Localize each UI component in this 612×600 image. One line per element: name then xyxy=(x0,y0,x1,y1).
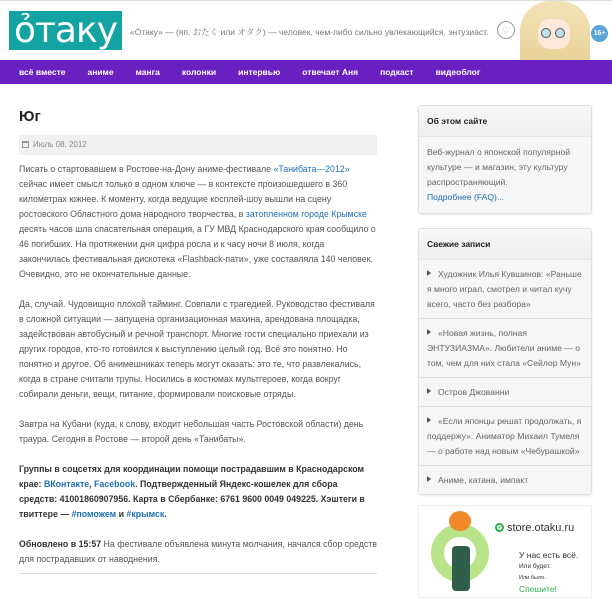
store-url xyxy=(495,522,574,534)
ad-line: Или было. xyxy=(519,575,546,581)
text: сейчас имеет смысл только в одном ключе — в контексте произошедшего в 360 километрах южнее. К моменту, когда ведущие косплей-шоу вышли на сцену ростовского Областного дома народного творчества, в xyxy=(19,179,348,219)
hashtag-link[interactable]: #поможем xyxy=(71,509,117,519)
update-label: Обновлено в 15:57 xyxy=(19,539,102,549)
site-header xyxy=(0,0,612,60)
about-text: Веб-журнал о японской популярной культуре — и магазин, эту культуру распространяющий. xyxy=(427,147,571,187)
post-link[interactable]: Аниме, катана, импакт xyxy=(438,475,529,485)
character-image xyxy=(449,511,471,531)
recent-post-item[interactable] xyxy=(419,466,591,494)
paragraph-3: Завтра на Кубани (куда, к слову, входит небольшая часть Ростовской области) день траура. Сегодня в Ростове — второй день «Танибаты». xyxy=(19,419,364,444)
store-banner[interactable] xyxy=(418,505,592,598)
nav-videoblog[interactable]: видеоблог xyxy=(435,67,481,77)
mascot-image xyxy=(520,1,590,61)
krymsk-link[interactable]: затопленном городе Крымске xyxy=(245,209,367,219)
post-link[interactable]: Художник Илья Кувшинов: «Раньше я много играл, смотрел и читал кучу всего, часто без разбора» xyxy=(427,269,582,309)
about-widget xyxy=(418,105,592,214)
nav-podcast[interactable]: подкаст xyxy=(380,67,414,77)
divider xyxy=(19,573,377,574)
calendar-icon xyxy=(22,141,29,148)
paragraph-2: Да, случай. Чудовищно плохой тайминг. Совпали с трагедией. Руководство фестиваля в сложной ситуации — запущена организационная махина, арендована площадка, задействован автобусный и речной транспорт. Многие гости специально приехали из других городов, кто-то готовился к выступлению целый год. Всё это понятно. Но понятно и другое. Об анимешниках теперь могут сказать: это те, что развлекались, когда в стране считали трупы. Носились в костюмах мультгероев, когда вокруг собирали деньги, вещи, питание, формировали поисковые отряды. xyxy=(19,299,375,399)
paragraph-4 xyxy=(19,462,377,522)
article xyxy=(19,108,377,582)
store-url-text: store.otaku.ru xyxy=(507,522,575,534)
bullet-triangle-icon xyxy=(427,329,431,335)
recent-posts-widget xyxy=(418,228,592,495)
facebook-link[interactable]: Facebook xyxy=(94,479,136,489)
nav-interview[interactable]: интервью xyxy=(238,67,281,77)
bullet-triangle-icon xyxy=(427,417,431,423)
widget-title: Свежие записи xyxy=(419,229,591,260)
bullet-triangle-icon xyxy=(427,388,431,394)
widget-title: Об этом сайте xyxy=(419,106,591,137)
recent-post-item[interactable] xyxy=(419,319,591,378)
text: Группы в соцсетях для координации помощи пострадавшим в Краснодарском крае: xyxy=(19,464,365,489)
text: десять часов шла спасательная операция, а ГУ МВД Краснодарского края сообщило о 46 погибших. На протяжении дня цифра росла и к часу ночи 8 июля, когда закончилась фестивальная дискотека «Flashback-пати», уже составляла 140 человек. Очевидно, это не окончательные данные. xyxy=(19,224,376,279)
main-nav xyxy=(0,60,612,84)
nav-anime[interactable]: аниме xyxy=(87,67,114,77)
article-meta xyxy=(19,135,377,155)
text: На фестивале объявлена минута молчания, начался сбор средств для пострадавших от наводнения. xyxy=(19,539,377,564)
article-date: Июль 08, 2012 xyxy=(33,140,87,149)
recent-post-item[interactable] xyxy=(419,378,591,407)
faq-link[interactable]: Подробнее (FAQ)... xyxy=(427,192,505,202)
text: Писать о стартовавшем в Ростове-на-Дону аниме-фестивале xyxy=(19,164,274,174)
ad-line: У нас есть всё. xyxy=(519,550,579,560)
ad-cta: Спешите! xyxy=(519,584,557,594)
text: и xyxy=(116,509,127,519)
store-logo-icon xyxy=(495,523,504,532)
article-title: Юг xyxy=(19,108,41,125)
recent-post-item[interactable] xyxy=(419,407,591,466)
text: . xyxy=(164,509,167,519)
paragraph-1 xyxy=(19,162,377,282)
age-rating-badge: 16+ xyxy=(591,25,608,42)
paragraph-5 xyxy=(19,537,377,567)
recent-post-item[interactable] xyxy=(419,260,591,319)
nav-all[interactable]: всё вместе xyxy=(19,67,66,77)
ad-line: Или будет. xyxy=(519,563,551,570)
site-tagline: «Óтаку» — (яп. おたく или オタク) — человек, чем-либо сильно увлекающийся, энтузиаст. xyxy=(130,27,489,37)
tanibata-link[interactable]: «Танибата—2012» xyxy=(273,164,350,174)
post-link[interactable]: «Новая жизнь, полная ЭНТУЗИАЗМА». Любители аниме — о том, чем для них стала «Сейлор Мун» xyxy=(427,328,581,368)
hashtag-link[interactable]: #крымск xyxy=(126,509,165,519)
nav-columns[interactable]: колонки xyxy=(181,67,217,77)
character-body xyxy=(452,546,470,591)
vk-link[interactable]: ВКонтакте xyxy=(43,479,90,489)
post-link[interactable]: Остров Джованни xyxy=(438,387,510,397)
heart-icon: ♡ xyxy=(497,21,515,39)
nav-manga[interactable]: манга xyxy=(135,67,160,77)
site-logo[interactable]: ỏтаку xyxy=(9,11,122,50)
bullet-triangle-icon xyxy=(427,270,431,276)
text: . Подтвержденный Яндекс-кошелек для сбора средств: 41001860907956. Карта в Сбербанке: 6761 9600 0049 049225. Хэштеги в твиттере — xyxy=(19,479,365,519)
bullet-triangle-icon xyxy=(427,476,431,482)
post-link[interactable]: «Если японцы решат продолжать, я поддержу». Аниматор Михаил Тумеля — о работе над новым «Чебурашкой» xyxy=(427,416,582,456)
nav-anya[interactable]: отвечает Аня xyxy=(302,67,359,77)
text: , xyxy=(89,479,95,489)
